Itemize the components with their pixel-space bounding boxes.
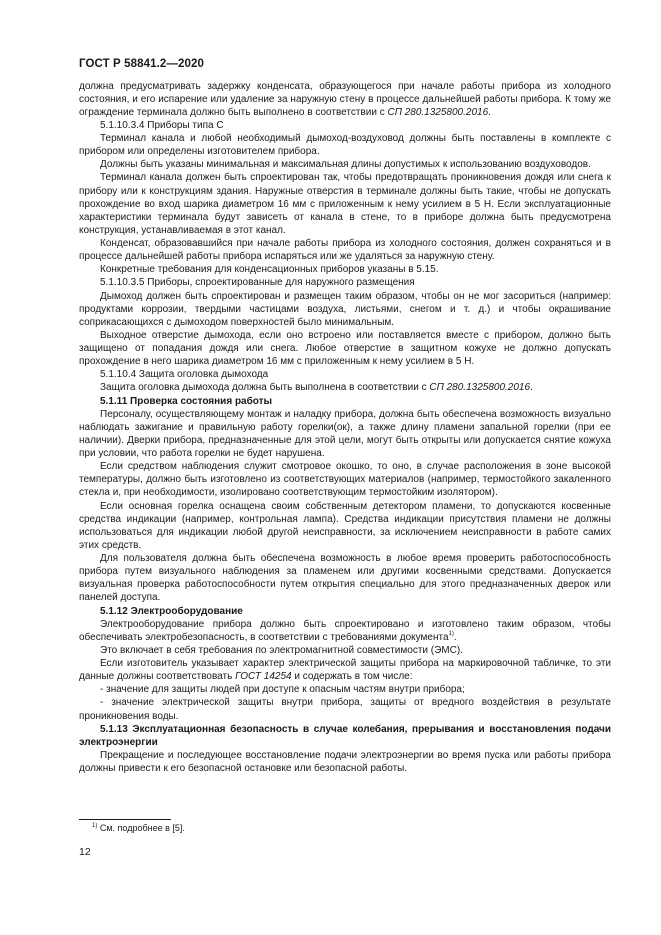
section-heading: 5.1.10.4 Защита оголовка дымохода: [100, 369, 269, 381]
paragraph: Должны быть указаны минимальная и максимальная длины допустимых к использованию воздуховодов.: [100, 159, 591, 171]
footnote-divider: [79, 819, 171, 820]
paragraph: Это включает в себя требования по электромагнитной совместимости (ЭМС).: [100, 644, 463, 656]
section-heading: 5.1.13 Эксплуатационная безопасность в случае колебания, прерывания и восстановления подачи электроэнергии: [79, 723, 611, 748]
standard-reference: СП 280.1325800.2016: [387, 106, 489, 118]
paragraph: Конденсат, образовавшийся при начале работы прибора из холодного состояния, должен сохраняться и в процессе дальнейшей работы прибора испаряться или же удаляться за наружную стену.: [79, 238, 611, 263]
footnote-number: 1): [92, 823, 98, 829]
page-number: 12: [79, 846, 91, 858]
list-item: - значение для защиты людей при доступе к опасным частям внутри прибора;: [100, 684, 465, 696]
paragraph: Дымоход должен быть спроектирован и размещен таким образом, чтобы он не мог засориться (например: продуктами коррозии, твердыми частицами воздуха, листьями, снегом и т. д.) и чтобы окрашивание соприкасающихся с дымоходом поверхностей было минимальным.: [79, 290, 611, 328]
paragraph: Если основная горелка оснащена своим собственным детектором пламени, то допускаются косвенные средства индикации (например, контрольная лампа). Средства индикации присутствия пламени не должны использоваться для индикации любой другой неисправности, за исключением неисправности в работе самих этих средств.: [79, 500, 611, 551]
paragraph: Терминал канала должен быть спроектирован так, чтобы предотвращать проникновения дождя или снега к прибору или к конструкциям здания. Наружные отверстия в терминале должны быть такие, чтобы не допускать прохождение во вход шарика диаметром 16 мм с приложенным к нему усилием в 5 Н. Если эксплуатационные характеристики терминала будут зависеть от канала в стене, то в приборе должна быть предусмотрена конструкция, устанавливаемая в этот канал.: [79, 172, 611, 236]
paragraph: Защита оголовка дымохода должна быть выполнена в соответствии с СП 280.1325800.2016.: [100, 382, 533, 394]
document-body: [79, 80, 611, 776]
paragraph: Если изготовитель указывает характер электрической защиты прибора на маркировочной табличке, то эти данные должны соответствовать ГОСТ 14254 и содержать в том числе:: [79, 658, 611, 683]
footnote: [92, 823, 185, 834]
standard-reference: СП 280.1325800.2016: [429, 382, 531, 394]
paragraph: Прекращение и последующее восстановление подачи электроэнергии во время пуска или работы прибора должны привести к его безопасной остановке или безопасной работы.: [79, 749, 611, 774]
paragraph: Терминал канала и любой необходимый дымоход-воздуховод должны быть поставлены в комплекте с прибором или определены изготовителем прибора.: [79, 133, 611, 158]
footnote-text: См. подробнее в [5].: [97, 823, 185, 833]
paragraph: Если средством наблюдения служит смотровое окошко, то оно, в случае расположения в зоне высокой температуры, должно быть изготовлено из соответствующих материалов (например, термостойкого закаленного стекла и, при необходимости, изолировано соответствующим термостойким изолятором).: [79, 461, 611, 499]
paragraph: Персоналу, осуществляющему монтаж и наладку прибора, должна быть обеспечена возможность визуально наблюдать зажигание и правильную работу горелки(ок), а также длину пламени запальной горелки (при ее наличии). Дверки прибора, предназначенные для этой цели, могут быть открыты или допускается снятие кожуха при условии, что работа горелки не будет нарушена.: [79, 408, 611, 459]
paragraph: Конкретные требования для конденсационных приборов указаны в 5.15.: [100, 264, 439, 276]
paragraph: должна предусматривать задержку конденсата, образующегося при начале работы прибора из холодного состояния, и его испарение или удаление за наружную стену в процессе дальнейшей работы прибора. К тому же ограждение терминала должно быть выполнено в соответствии с СП 280.1325800.2016.: [79, 80, 611, 118]
section-heading: 5.1.11 Проверка состояния работы: [100, 395, 273, 407]
footnote-marker: 1): [448, 630, 454, 637]
paragraph: Для пользователя должна быть обеспечена возможность в любое время проверить работоспособность прибора путем визуального наблюдения за пламенем или другими косвенными средствами. Допускается визуальная проверка работоспособности путем открытия специально для этого предназначенных дверок или панелей доступа.: [79, 553, 611, 604]
paragraph: Электрооборудование прибора должно быть спроектировано и изготовлено таким образом, чтобы обеспечивать электробезопасность, в соответствии с требованиями документа$^{1)}$.: [79, 618, 611, 643]
paragraph: Выходное отверстие дымохода, если оно встроено или поставляется вместе с прибором, должно быть защищено от попадания дождя или снега. Любое отверстие в защитном кожухе не должно допускать прохождение в него шарика диаметром 16 мм с приложенным к нему усилием в 5 Н.: [79, 329, 611, 368]
section-heading: 5.1.12 Электрооборудование: [100, 605, 243, 617]
document-header: ГОСТ Р 58841.2—2020: [79, 58, 204, 70]
standard-reference: ГОСТ 14254: [235, 671, 292, 683]
list-item: - значение электрической защиты внутри прибора, защиты от вредного воздействия в результате проникновения воды.: [79, 697, 611, 722]
section-heading: 5.1.10.3.5 Приборы, спроектированные для наружного размещения: [100, 277, 415, 289]
section-heading: 5.1.10.3.4 Приборы типа С: [100, 119, 224, 131]
